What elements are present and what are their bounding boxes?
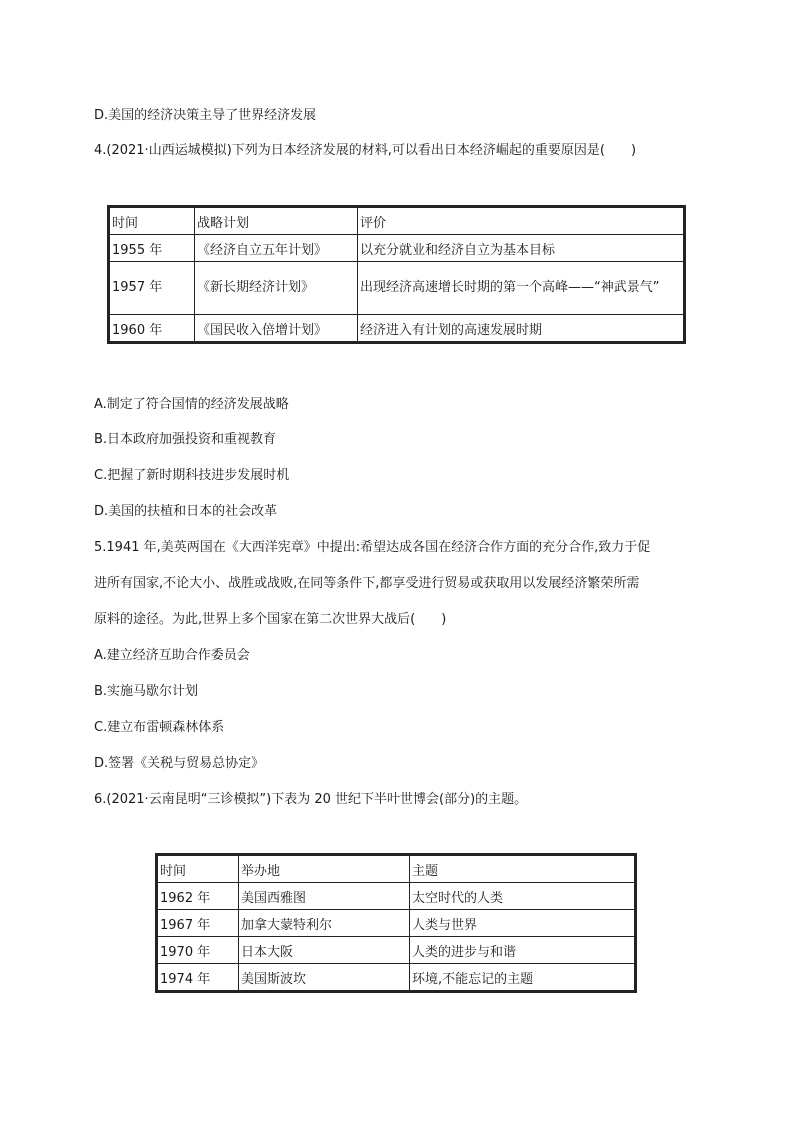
table-header-cell: 主题: [410, 855, 636, 883]
q4-option-d: D.美国的扶植和日本的社会改革: [94, 504, 278, 519]
table-cell: 人类与世界: [410, 910, 636, 937]
table-row: [109, 315, 685, 343]
table-header-cell: 举办地: [239, 855, 410, 883]
table-cell: 1970 年: [157, 937, 239, 964]
q6-stem: 6.(2021·云南昆明“三诊模拟”)下表为 20 世纪下半叶世博会(部分)的主题。: [94, 792, 528, 807]
table-header-row: [109, 207, 685, 235]
q5-stem-line-2: 进所有国家,不论大小、战胜或战败,在同等条件下,都享受进行贸易或获取用以发展经济繁荣所需: [94, 576, 640, 591]
table-cell: 1967 年: [157, 910, 239, 937]
table-row: [157, 883, 636, 910]
q5-option-b: B.实施马歇尔计划: [94, 684, 199, 699]
table-cell: 出现经济高速增长时期的第一个高峰——“神武景气”: [358, 262, 685, 315]
table-cell: 环境,不能忘记的主题: [410, 964, 636, 992]
table-cell: 太空时代的人类: [410, 883, 636, 910]
q5-stem-line-3: 原料的途径。为此,世界上多个国家在第二次世界大战后( ): [94, 612, 447, 627]
q4-table: [107, 205, 686, 344]
table-row: [109, 235, 685, 262]
table-row: [157, 964, 636, 992]
table-cell: 《国民收入倍增计划》: [195, 315, 358, 343]
table-header-row: [157, 855, 636, 883]
table-cell: 《新长期经济计划》: [195, 262, 358, 315]
table-cell: 1974 年: [157, 964, 239, 992]
q5-option-a: A.建立经济互助合作委员会: [94, 648, 250, 663]
table-cell: 经济进入有计划的高速发展时期: [358, 315, 685, 343]
q4-option-c: C.把握了新时期科技进步发展时机: [94, 468, 290, 483]
table-cell: 1962 年: [157, 883, 239, 910]
table-cell: 人类的进步与和谐: [410, 937, 636, 964]
table-cell: 美国斯波坎: [239, 964, 410, 992]
q5-option-d: D.签署《关税与贸易总协定》: [94, 756, 265, 771]
q6-table: [155, 853, 637, 993]
table-cell: 1955 年: [109, 235, 195, 262]
table-cell: 以充分就业和经济自立为基本目标: [358, 235, 685, 262]
table-cell: 1957 年: [109, 262, 195, 315]
table-header-cell: 时间: [157, 855, 239, 883]
q4-option-b: B.日本政府加强投资和重视教育: [94, 432, 277, 447]
table-row: [157, 937, 636, 964]
q5-stem-line-1: 5.1941 年,美英两国在《大西洋宪章》中提出:希望达成各国在经济合作方面的充分合作,致力于促: [94, 540, 651, 555]
table-row: [157, 910, 636, 937]
q5-option-c: C.建立布雷顿森林体系: [94, 720, 225, 735]
table-row: [109, 262, 685, 315]
table-header-cell: 时间: [109, 207, 195, 235]
table-header-cell: 评价: [358, 207, 685, 235]
table-cell: 日本大阪: [239, 937, 410, 964]
table-cell: 1960 年: [109, 315, 195, 343]
table-cell: 加拿大蒙特利尔: [239, 910, 410, 937]
q3-option-d: D.美国的经济决策主导了世界经济发展: [94, 108, 317, 123]
table-cell: 《经济自立五年计划》: [195, 235, 358, 262]
q4-option-a: A.制定了符合国情的经济发展战略: [94, 397, 289, 412]
q4-stem: 4.(2021·山西运城模拟)下列为日本经济发展的材料,可以看出日本经济崛起的重要原因是( ): [94, 143, 637, 158]
table-cell: 美国西雅图: [239, 883, 410, 910]
table-header-cell: 战略计划: [195, 207, 358, 235]
